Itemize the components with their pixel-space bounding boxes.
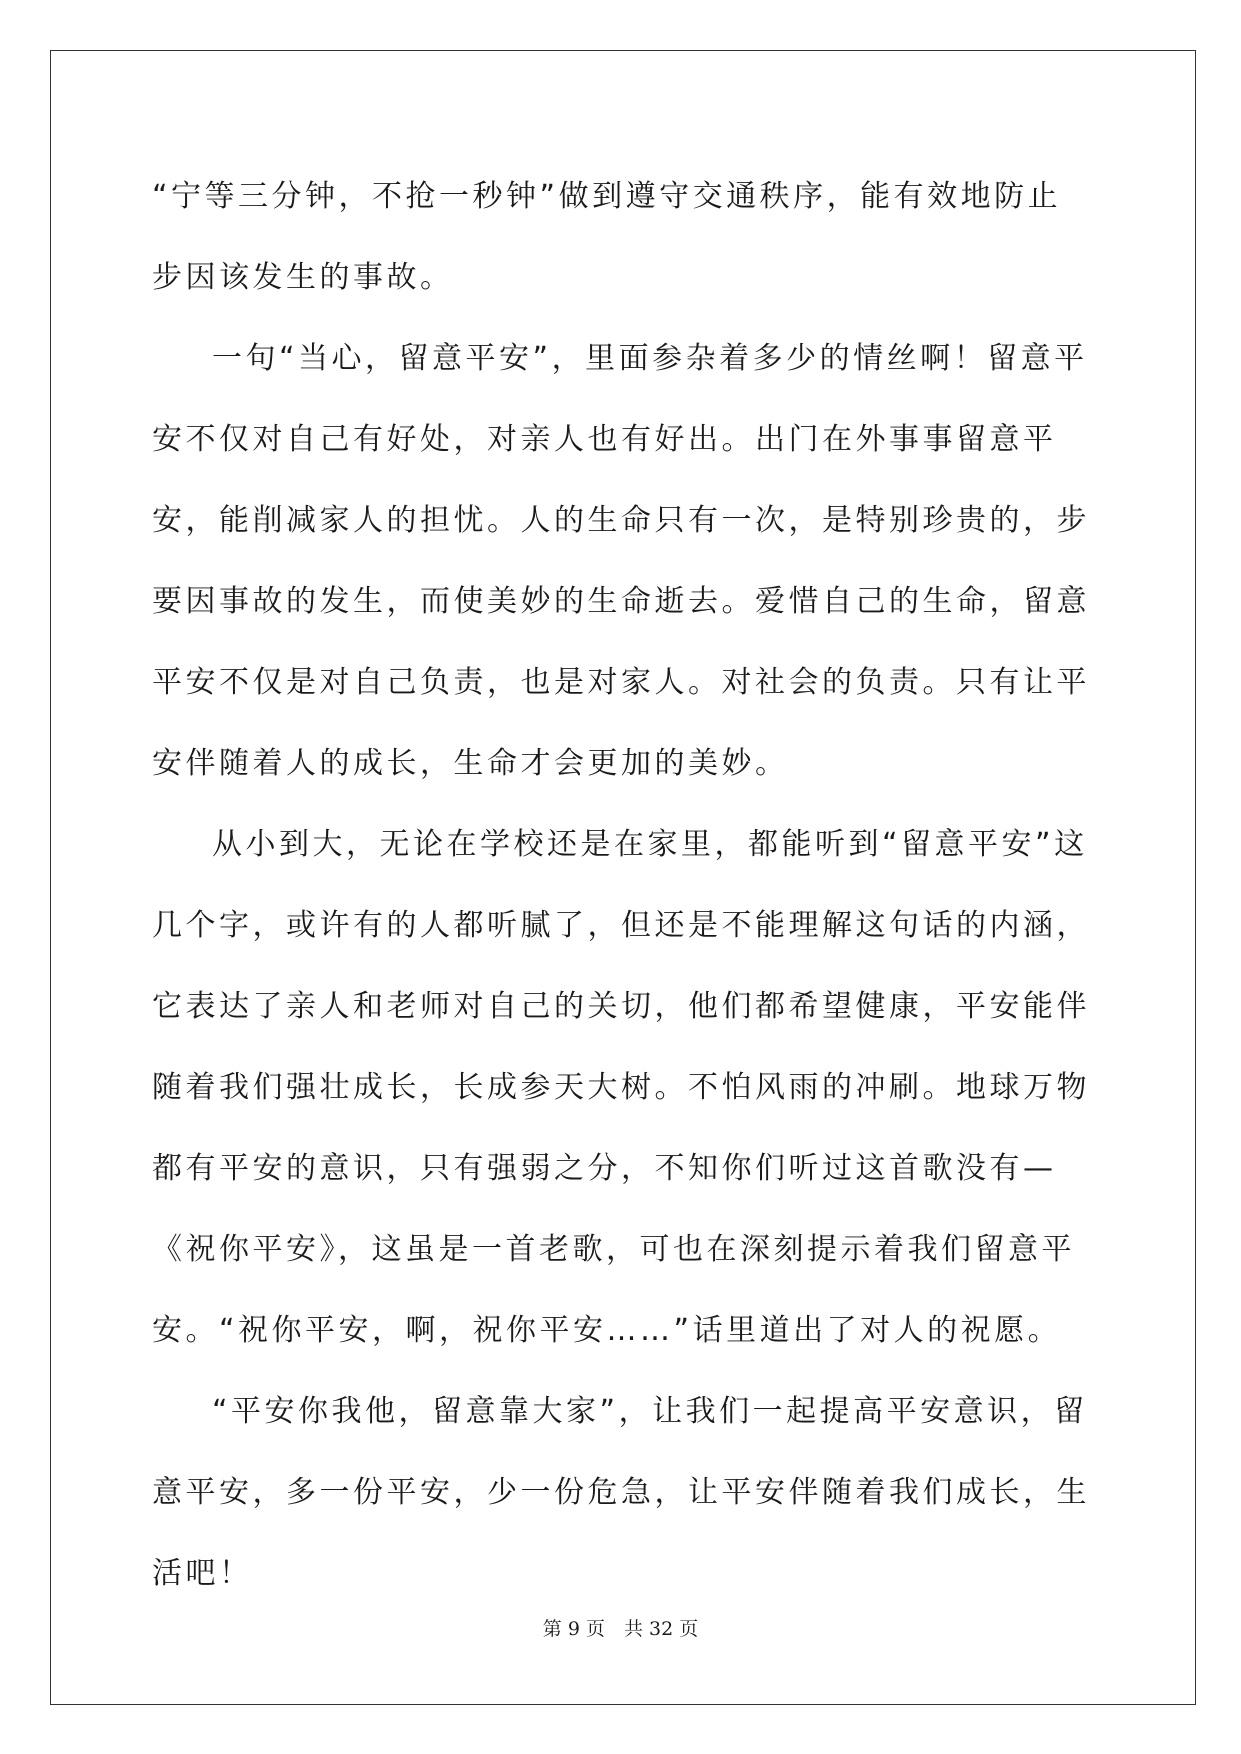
page-number-footer: 第 9 页 共 32 页: [542, 1618, 699, 1640]
document-body: [152, 156, 1092, 1614]
paragraph-4: “平安你我他，留意靠大家”，让我们一起提高平安意识，留意平安，多一份平安，少一份危急，让平安伴随着我们成长，生活吧！: [152, 1394, 1090, 1591]
paragraph-1: “宁等三分钟，不抢一秒钟”做到遵守交通秩序，能有效地防止步因该发生的事故。: [152, 179, 1062, 295]
paragraph-3: 从小到大，无论在学校还是在家里，都能听到“留意平安”这几个字，或许有的人都听腻了，但还是不能理解这句话的内涵，它表达了亲人和老师对自己的关切，他们都希望健康，平安能伴随着我们强壮成长，长成参天大树。不怕风雨的冲刷。地球万物都有平安的意识，只有强弱之分，不知你们听过这首歌没有—《祝你平安》，这虽是一首老歌，可也在深刻提示着我们留意平安。“祝你平安，啊，祝你平安……”话里道出了对人的祝愿。: [152, 827, 1090, 1348]
paragraph-2: 一句“当心，留意平安”，里面参杂着多少的情丝啊！留意平安不仅对自己有好处，对亲人也有好出。出门在外事事留意平安，能削减家人的担忧。人的生命只有一次，是特别珍贵的，步要因事故的发生，而使美妙的生命逝去。爱惜自己的生命，留意平安不仅是对自己负责，也是对家人。对社会的负责。只有让平安伴随着人的成长，生命才会更加的美妙。: [152, 341, 1090, 781]
